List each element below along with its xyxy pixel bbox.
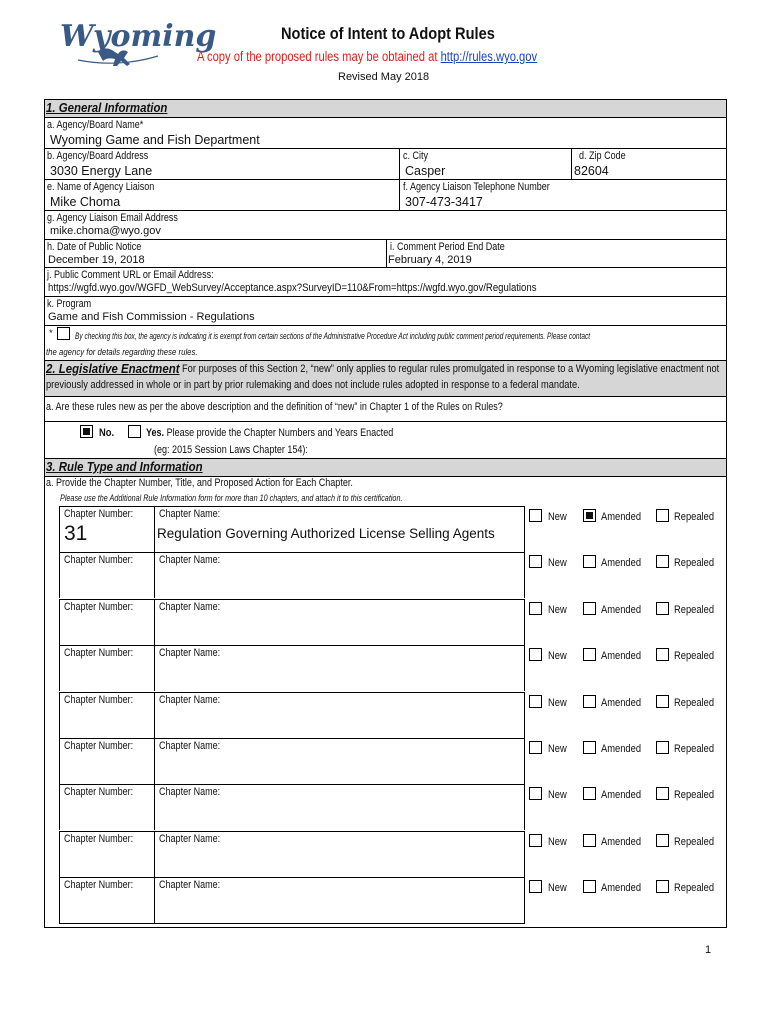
amended-label: Amended [601, 697, 642, 709]
new-checkbox[interactable] [529, 509, 542, 522]
chapter-number-label: Chapter Number: [64, 554, 134, 566]
chapter-name-label: Chapter Name: [159, 508, 221, 520]
new-checkbox[interactable] [529, 880, 542, 893]
city-label: c. City [403, 150, 429, 162]
chapter-name-label: Chapter Name: [159, 833, 221, 845]
new-label: New [548, 836, 567, 848]
address-label: b. Agency/Board Address [47, 150, 149, 162]
chapter-name-label: Chapter Name: [159, 786, 221, 798]
amended-checkbox[interactable] [583, 509, 596, 522]
new-checkbox[interactable] [529, 648, 542, 661]
repealed-checkbox[interactable] [656, 555, 669, 568]
chapter-number-label: Chapter Number: [64, 833, 134, 845]
new-checkbox[interactable] [529, 695, 542, 708]
chapter-number-label: Chapter Number: [64, 601, 134, 613]
section3-heading: 3. Rule Type and Information [46, 459, 203, 474]
new-checkbox[interactable] [529, 602, 542, 615]
repealed-label: Repealed [674, 697, 715, 709]
yes-desc: Please provide the Chapter Numbers and Years Enacted [166, 427, 394, 439]
phone-label: f. Agency Liaison Telephone Number [403, 181, 550, 193]
chapter-number-label: Chapter Number: [64, 508, 134, 520]
new-label: New [548, 650, 567, 662]
amended-checkbox[interactable] [583, 787, 596, 800]
email-label: g. Agency Liaison Email Address [47, 212, 178, 224]
repealed-label: Repealed [674, 604, 715, 616]
amended-checkbox[interactable] [583, 741, 596, 754]
amended-label: Amended [601, 604, 642, 616]
amended-label: Amended [601, 882, 642, 894]
chapter-name-label: Chapter Name: [159, 694, 221, 706]
repealed-label: Repealed [674, 743, 715, 755]
amended-label: Amended [601, 743, 642, 755]
new-label: New [548, 604, 567, 616]
amended-label: Amended [601, 511, 642, 523]
no-label: No. [99, 427, 115, 439]
repealed-label: Repealed [674, 836, 715, 848]
notice-date-label: h. Date of Public Notice [47, 241, 142, 253]
no-checkbox[interactable] [80, 425, 93, 438]
repealed-checkbox[interactable] [656, 648, 669, 661]
chapter-number-value[interactable]: 31 [64, 522, 88, 545]
yes-checkbox[interactable] [128, 425, 141, 438]
amended-checkbox[interactable] [583, 648, 596, 661]
repealed-checkbox[interactable] [656, 834, 669, 847]
amended-label: Amended [601, 650, 642, 662]
chapter-name-label: Chapter Name: [159, 647, 221, 659]
rules-link[interactable]: http://rules.wyo.gov [440, 49, 538, 64]
wyoming-logo [58, 8, 217, 72]
repealed-label: Repealed [674, 511, 715, 523]
repealed-label: Repealed [674, 650, 715, 662]
exempt-checkbox[interactable] [57, 327, 70, 340]
new-label: New [548, 511, 567, 523]
section2-desc-2: previously addressed in whole or in part by prior rulemaking and does not include rules adopted in response to a federal mandate. [46, 379, 580, 391]
chapter-number-label: Chapter Number: [64, 694, 134, 706]
phone-value[interactable]: 307-473-3417 [405, 195, 483, 209]
new-checkbox[interactable] [529, 834, 542, 847]
amended-label: Amended [601, 836, 642, 848]
subtitle-text: A copy of the proposed rules may be obtained at [197, 49, 441, 64]
new-checkbox[interactable] [529, 787, 542, 800]
section3-instruction: a. Provide the Chapter Number, Title, and Proposed Action for Each Chapter. [46, 477, 353, 489]
chapter-name-label: Chapter Name: [159, 740, 221, 752]
address-value[interactable]: 3030 Energy Lane [50, 164, 153, 178]
amended-checkbox[interactable] [583, 880, 596, 893]
yes-label-group [146, 427, 393, 439]
program-label: k. Program [47, 298, 92, 310]
section2-desc-1: For purposes of this Section 2, “new” only applies to regular rules promulgated in response to a Wyoming legislative enactment not [182, 363, 720, 375]
email-value[interactable]: mike.choma@wyo.gov [50, 225, 161, 237]
section2-heading: 2. Legislative Enactment [46, 361, 180, 376]
amended-checkbox[interactable] [583, 555, 596, 568]
chapter-number-label: Chapter Number: [64, 740, 134, 752]
zip-value[interactable]: 82604 [574, 164, 609, 178]
repealed-label: Repealed [674, 882, 715, 894]
repealed-checkbox[interactable] [656, 741, 669, 754]
chapter-number-label: Chapter Number: [64, 879, 134, 891]
section2-question: a. Are these rules new as per the above description and the definition of “new” in Chapter 1 of the Rules on Rules? [46, 401, 503, 413]
page-number: 1 [705, 944, 712, 956]
agency-label: a. Agency/Board Name* [47, 119, 144, 131]
amended-checkbox[interactable] [583, 834, 596, 847]
exempt-text-1: By checking this box, the agency is indicating it is exempt from certain sections of the Administrative Procedure Act including public comment period requirements. Please contact [75, 331, 591, 342]
chapter-name-label: Chapter Name: [159, 879, 221, 891]
repealed-checkbox[interactable] [656, 602, 669, 615]
logo-script: Wyoming [60, 19, 217, 54]
repealed-label: Repealed [674, 557, 715, 569]
repealed-label: Repealed [674, 789, 715, 801]
city-value[interactable]: Casper [405, 164, 446, 178]
yes-label: Yes. [146, 427, 165, 439]
repealed-checkbox[interactable] [656, 695, 669, 708]
exempt-text-2: the agency for details regarding these rules. [46, 347, 198, 358]
chapter-number-label: Chapter Number: [64, 647, 134, 659]
repealed-checkbox[interactable] [656, 509, 669, 522]
comment-end-value[interactable]: February 4, 2019 [388, 254, 472, 266]
program-value[interactable]: Game and Fish Commission - Regulations [48, 311, 255, 323]
new-checkbox[interactable] [529, 555, 542, 568]
amended-checkbox[interactable] [583, 602, 596, 615]
chapter-name-value[interactable]: Regulation Governing Authorized License Selling Agents [157, 526, 495, 541]
comment-end-label: i. Comment Period End Date [390, 241, 505, 253]
section3-note: Please use the Additional Rule Information form for more than 10 chapters, and attach it to this certification. [60, 493, 403, 504]
amended-label: Amended [601, 557, 642, 569]
new-label: New [548, 789, 567, 801]
section1-heading: 1. General Information [46, 100, 168, 115]
notice-date-value[interactable]: December 19, 2018 [48, 254, 145, 266]
revised-date: Revised May 2018 [338, 71, 430, 83]
subtitle [197, 49, 537, 64]
liaison-label: e. Name of Agency Liaison [47, 181, 155, 193]
url-label: j. Public Comment URL or Email Address: [47, 269, 214, 281]
zip-label: d. Zip Code [579, 150, 626, 162]
chapter-number-label: Chapter Number: [64, 786, 134, 798]
url-value[interactable]: https://wgfd.wyo.gov/WGFD_WebSurvey/Acceptance.aspx?SurveyID=110&From=https://wgfd.wyo.gov/Regulations [48, 282, 537, 294]
new-checkbox[interactable] [529, 741, 542, 754]
amended-label: Amended [601, 789, 642, 801]
new-label: New [548, 557, 567, 569]
new-label: New [548, 743, 567, 755]
chapter-name-label: Chapter Name: [159, 601, 221, 613]
exempt-star: * [49, 328, 53, 339]
page-title: Notice of Intent to Adopt Rules [281, 24, 495, 43]
new-label: New [548, 882, 567, 894]
repealed-checkbox[interactable] [656, 787, 669, 800]
amended-checkbox[interactable] [583, 695, 596, 708]
new-label: New [548, 697, 567, 709]
yes-example: (eg: 2015 Session Laws Chapter 154): [154, 444, 308, 456]
agency-value[interactable]: Wyoming Game and Fish Department [50, 133, 260, 147]
repealed-checkbox[interactable] [656, 880, 669, 893]
chapter-name-label: Chapter Name: [159, 554, 221, 566]
liaison-value[interactable]: Mike Choma [50, 195, 121, 209]
